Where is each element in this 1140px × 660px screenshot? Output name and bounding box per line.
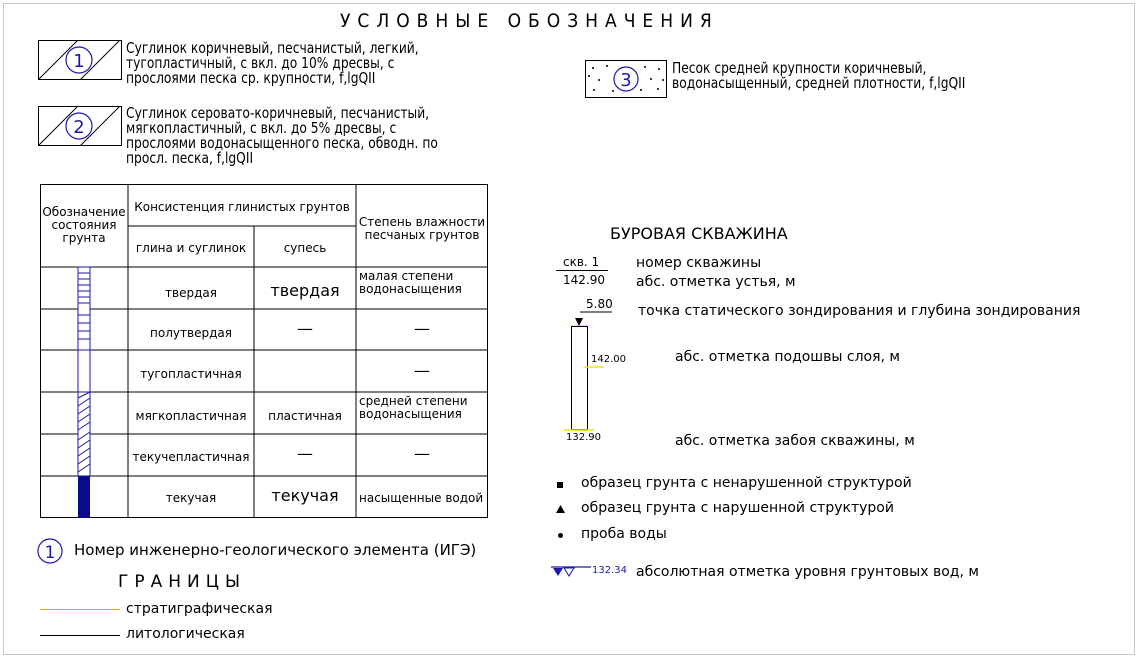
well-number-desc: номер скважины <box>636 255 762 271</box>
table-cell-moisture: малая степени водонасыщения <box>359 269 462 296</box>
water-sample-label: проба воды <box>581 526 667 542</box>
table-cell-moisture: средней степени водонасыщения <box>359 394 468 421</box>
table-cell-sandy: — <box>297 444 313 463</box>
boundaries-title: ГРАНИЦЫ <box>118 572 246 592</box>
layer-elevation: 142.00 <box>591 354 626 365</box>
soil-3-dot-box <box>585 60 667 98</box>
table-cell-clay: полутвердая <box>150 326 232 340</box>
sample-disturbed-label: образец грунта с нарушенной структурой <box>581 500 894 516</box>
lithologic-line <box>40 635 120 636</box>
sample-undisturbed-label: образец грунта с ненарушенной структурой <box>581 475 912 491</box>
header-designation: Обозначение состояния грунта <box>42 205 126 245</box>
lithologic-label: литологическая <box>126 626 245 642</box>
header-sandy-loam: супесь <box>283 241 327 255</box>
table-cell-sandy: — <box>297 319 313 338</box>
groundwater-level-icon <box>551 566 591 578</box>
table-cell-moisture: — <box>414 361 430 380</box>
state-column-plastic <box>78 350 90 392</box>
soil-1-number: 1 <box>73 51 85 72</box>
soil-2-number: 2 <box>73 117 85 138</box>
triangle-icon <box>556 505 565 513</box>
bottom-desc: абс. отметка забоя скважины, м <box>675 433 915 449</box>
table-cell-moisture: — <box>414 444 430 463</box>
table-cell-clay: мягкопластичная <box>135 409 247 423</box>
groundwater-value: 132.34 <box>592 565 627 576</box>
state-column-stripes <box>78 267 90 350</box>
legend-title: УСЛОВНЫЕ ОБОЗНАЧЕНИЯ <box>340 10 719 32</box>
table-cell-clay: текучепластичная <box>132 450 250 464</box>
well-label: скв. 1 <box>563 255 600 269</box>
stratigraphic-label: стратиграфическая <box>126 601 273 617</box>
soil-3-number: 3 <box>620 70 632 91</box>
soil-2-description: Суглинок серовато-коричневый, песчанистый, мягкопластичный, с вкл. до 5% дресвы, с прослоями водонасыщенного песка, обводн. по просл. песка, f,lgQII <box>126 104 438 167</box>
consistency-table <box>40 184 488 518</box>
stratigraphic-line <box>40 609 120 610</box>
dot-icon <box>558 533 563 538</box>
table-cell-sandy: твердая <box>270 281 340 300</box>
table-cell-moisture: — <box>414 319 430 338</box>
table-cell-clay: текучая <box>165 491 217 505</box>
table-cell-moisture: насыщенные водой <box>359 491 484 505</box>
well-label-divider <box>556 270 608 271</box>
ige-number: 1 <box>44 543 56 563</box>
soil-3-description: Песок средней крупности коричневый, водонасыщенный, средней плотности, f,lgQII <box>672 59 966 92</box>
soil-1-description: Суглинок коричневый, песчанистый, легкий, тугопластичный, с вкл. до 10% дресвы, с прослоями песка ср. крупности, f,lgQII <box>126 39 419 87</box>
soil-2-hatch-box <box>38 106 122 146</box>
table-cell-clay: тугопластичная <box>140 367 242 381</box>
layer-desc: абс. отметка подошвы слоя, м <box>675 349 900 365</box>
well-elevation: 142.90 <box>563 273 605 287</box>
header-clay-loam: глина и суглинок <box>135 241 247 255</box>
borehole-column <box>560 310 630 444</box>
square-icon <box>557 482 563 488</box>
bottom-elevation: 132.90 <box>566 432 601 443</box>
table-cell-sandy: текучая <box>271 486 339 505</box>
borehole-title: БУРОВАЯ СКВАЖИНА <box>610 224 788 243</box>
soil-1-hatch-box <box>38 40 122 80</box>
state-column-diagonal <box>78 392 90 476</box>
table-cell-clay: твердая <box>165 286 217 300</box>
state-column-liquid <box>78 476 90 518</box>
probe-desc: точка статического зондирования и глубина зондирования <box>638 303 1081 319</box>
ige-label: Номер инженерно-геологического элемента (ИГЭ) <box>74 541 477 559</box>
header-moisture: Степень влажности песчаных грунтов <box>358 215 486 242</box>
groundwater-label: абсолютная отметка уровня грунтовых вод, м <box>636 564 979 580</box>
header-consistency: Консистенция глинистых грунтов <box>134 200 350 214</box>
table-cell-sandy: пластичная <box>268 409 342 423</box>
well-elevation-desc: абс. отметка устья, м <box>636 274 796 290</box>
ige-circle-icon <box>36 537 64 565</box>
probe-depth: 5.80 <box>586 297 613 311</box>
